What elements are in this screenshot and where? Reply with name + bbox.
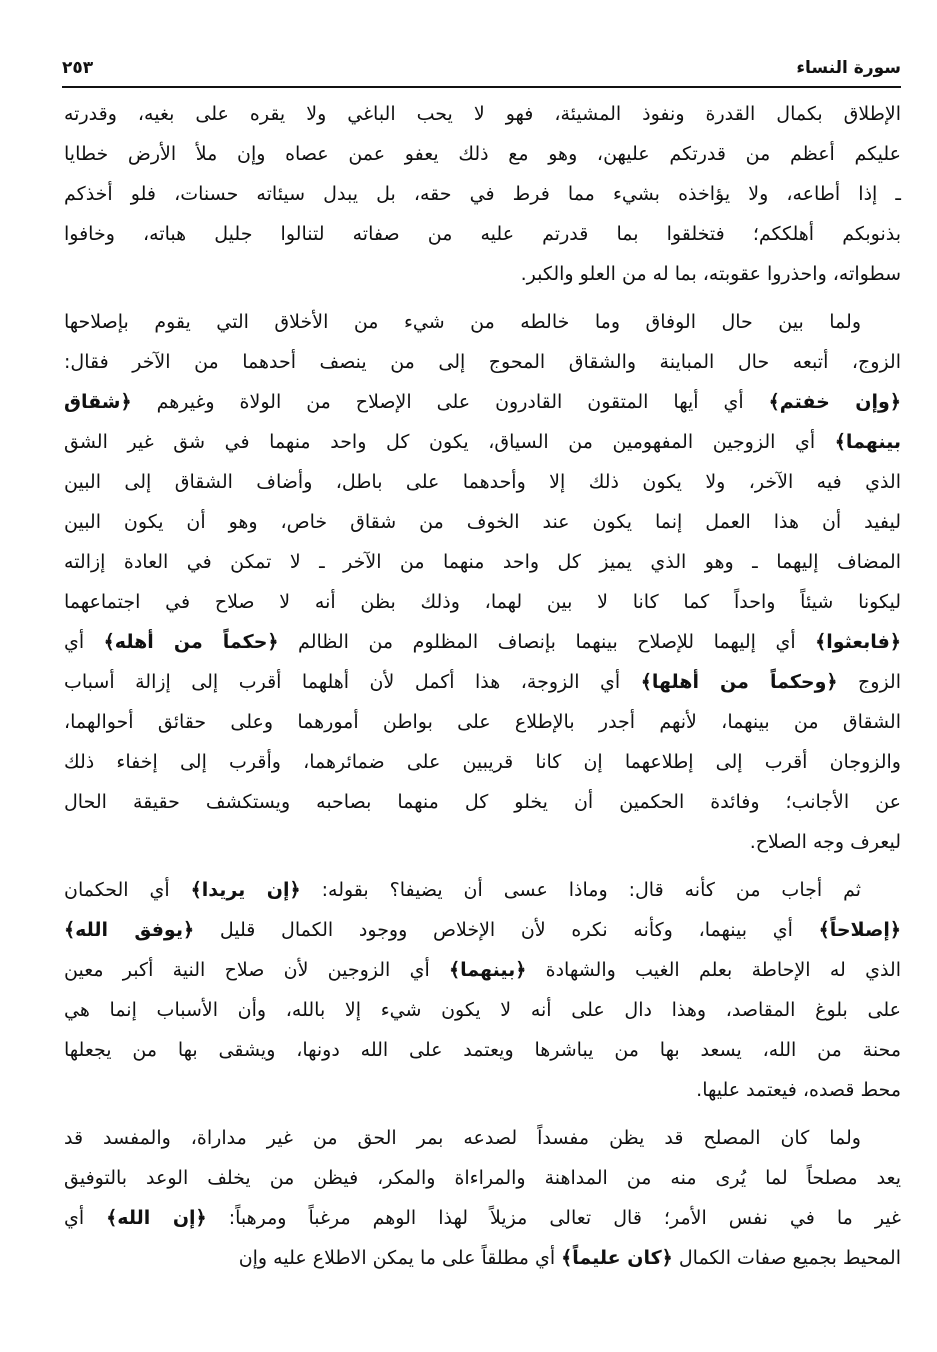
text-segment: أي xyxy=(64,631,104,653)
text-segment: أي مطلقاً على ما يمكن الاطلاع عليه وإن xyxy=(238,1247,562,1269)
quran-quote: ﴿حكماً من أهله﴾ xyxy=(103,631,279,653)
text-line xyxy=(64,254,901,294)
paragraph xyxy=(64,94,901,294)
page-body-text xyxy=(64,94,901,1286)
quran-quote: ﴿يوفق الله﴾ xyxy=(64,919,195,941)
text-segment: ليكونا شيئاً واحداً كما كانا لا بين لهما، وذلك بظن أنه لا صلاح في اجتماعهما xyxy=(64,591,901,613)
running-head-surah-title: سورة النساء xyxy=(796,58,901,78)
text-segment: ليعرف وجه الصلاح. xyxy=(749,831,901,853)
text-segment: أي أيها المتقون القادرون على الإصلاح من الولاة وغيرهم xyxy=(131,391,769,413)
page-header xyxy=(62,56,901,88)
text-segment: ـ إذا أطاعه، ولا يؤاخذه بشيء مما فرط في حقه، بل يبدل سيئاته حسنات، فلو أخذكم xyxy=(64,183,901,205)
text-line xyxy=(64,1118,901,1158)
paragraph xyxy=(64,302,901,862)
text-segment: أي الزوجين لأن صلاح النية أكبر معين xyxy=(64,959,450,981)
text-segment: المحيط بجميع صفات الكمال xyxy=(672,1247,901,1269)
text-line xyxy=(64,302,901,342)
quran-quote: ﴿إن الله﴾ xyxy=(106,1207,207,1229)
text-line xyxy=(64,582,901,622)
text-line xyxy=(64,870,901,910)
text-line xyxy=(64,702,901,742)
text-line xyxy=(64,1238,901,1278)
text-segment: أي بينهما، وكأنه نكره لأن الإخلاص ووجود الكمال قليل xyxy=(194,919,819,941)
text-segment: أي الزوجة، هذا أكمل لأن أهلهما أقرب إلى إزالة أسباب xyxy=(64,671,641,693)
quran-quote: بينهما﴾ xyxy=(834,431,901,453)
text-segment: بذنوبكم أهلككم؛ فتخلقوا بما قدرتم عليه من صفاته لتنالوا جليل هباته، وخافوا xyxy=(64,223,901,245)
text-line xyxy=(64,1158,901,1198)
text-segment: الإطلاق بكمال القدرة ونفوذ المشيئة، فهو لا يحب الباغي ولا يقره على بغيه، وقدرته xyxy=(64,103,901,125)
text-segment: الشقاق من بينهما، لأنهم أجدر بالإطلاع على بواطن أمورهما وعلى حقائق أحوالهما، xyxy=(64,711,901,733)
text-segment: عليكم أعظم من قدرتكم عليهن، وهو مع ذلك يعفو عمن عصاه وإن ملأ الأرض خطايا xyxy=(64,143,901,165)
paragraph xyxy=(64,1118,901,1278)
text-line xyxy=(64,134,901,174)
text-segment: ولما كان المصلح قد يظن مفسداً لصدعه بمر الحق من غير مداراة، والمفسد قد xyxy=(64,1127,861,1149)
text-segment: محنة من الله، يسعد بها من يباشرها ويعتمد على الله دونها، ويشقى بها من يجعلها xyxy=(64,1039,901,1061)
text-segment: والزوجان أقرب إلى إطلاعهما إن كانا قريبين على ضمائرهما، وأقرب إلى إخفاء ذلك xyxy=(64,751,901,773)
text-segment: غير ما في نفس الأمر؛ قال تعالى مزيلاً لهذا الوهم مرغباً ومرهباً: xyxy=(206,1207,901,1229)
text-line xyxy=(64,950,901,990)
text-line xyxy=(64,662,901,702)
text-segment: أي إليهما للإصلاح بينهما بإنصاف المظلوم من الظالم xyxy=(278,631,816,653)
text-line xyxy=(64,502,901,542)
quran-quote: ﴿وحكماً من أهلها﴾ xyxy=(640,671,838,693)
text-line xyxy=(64,422,901,462)
text-line xyxy=(64,462,901,502)
text-line xyxy=(64,742,901,782)
page-number: ٢٥٣ xyxy=(62,58,94,78)
quran-quote: ﴿كان عليماً﴾ xyxy=(561,1247,673,1269)
text-line xyxy=(64,1030,901,1070)
text-line xyxy=(64,782,901,822)
text-segment: على بلوغ المقاصد، وهذا دال على أنه لا يكون شيء إلا بالله، وأن الأسباب إنما هي xyxy=(64,999,901,1021)
quran-quote: ﴿بينهما﴾ xyxy=(449,959,527,981)
text-line xyxy=(64,382,901,422)
text-segment: ليفيد أن هذا العمل إنما يكون عند الخوف من شقاق خاص، وهو أن يكون البين xyxy=(64,511,901,533)
text-line xyxy=(64,910,901,950)
text-segment: يعد مصلحاً لما يُرى منه من المداهنة والمراءاة والمكر، فيظن من يخلف الوعد بالتوفيق xyxy=(64,1167,901,1189)
text-segment: عن الأجانب؛ وفائدة الحكمين أن يخلو كل منهما بصاحبه ويستكشف حقيقة الحال xyxy=(64,791,901,813)
text-segment: أي الزوجين المفهومين من السياق، يكون كل واحد منهما في شق غير الشق xyxy=(64,431,835,453)
text-line xyxy=(64,542,901,582)
text-line xyxy=(64,990,901,1030)
text-segment: سطواته، واحذروا عقوبته، بما له من العلو والكبر. xyxy=(520,263,901,285)
quran-quote: ﴿إصلاحاً﴾ xyxy=(818,919,901,941)
quran-quote: ﴿فابعثوا﴾ xyxy=(815,631,901,653)
quran-quote: ﴿وإن خفتم﴾ xyxy=(768,391,901,413)
text-line xyxy=(64,94,901,134)
text-segment: الزوج xyxy=(837,671,901,693)
text-segment: الزوج، أتبعه حال المباينة والشقاق المحوج إلى من ينصف أحدهما من الآخر فقال: xyxy=(64,351,901,373)
text-segment: المضاف إليهما ـ وهو الذي يميز كل واحد منهما من الآخر ـ لا تمكن في العادة إزالته xyxy=(64,551,901,573)
text-line xyxy=(64,1070,901,1110)
text-line xyxy=(64,822,901,862)
text-segment: الذي فيه الآخر، ولا يكون ذلك إلا وأحدهما على باطل، وأضاف الشقاق إلى البين xyxy=(64,471,901,493)
text-line xyxy=(64,342,901,382)
paragraph xyxy=(64,870,901,1110)
text-line xyxy=(64,622,901,662)
text-line xyxy=(64,1198,901,1238)
quran-quote: ﴿شقاق xyxy=(64,391,132,413)
text-segment: ثم أجاب من كأنه قال: وماذا عسى أن يضيفا؟ بقوله: xyxy=(300,879,862,901)
text-segment: الذي له الإحاطة بعلم الغيب والشهادة xyxy=(526,959,901,981)
text-segment: محط قصده، فيعتمد عليها. xyxy=(696,1079,901,1101)
quran-quote: ﴿إن يريدا﴾ xyxy=(190,879,301,901)
text-line xyxy=(64,174,901,214)
text-segment: أي الحكمان xyxy=(64,879,191,901)
text-segment: ولما بين حال الوفاق وما خالطه من شيء من الأخلاق التي يقوم بإصلاحها xyxy=(64,311,861,333)
text-segment: أي xyxy=(64,1207,107,1229)
text-line xyxy=(64,214,901,254)
